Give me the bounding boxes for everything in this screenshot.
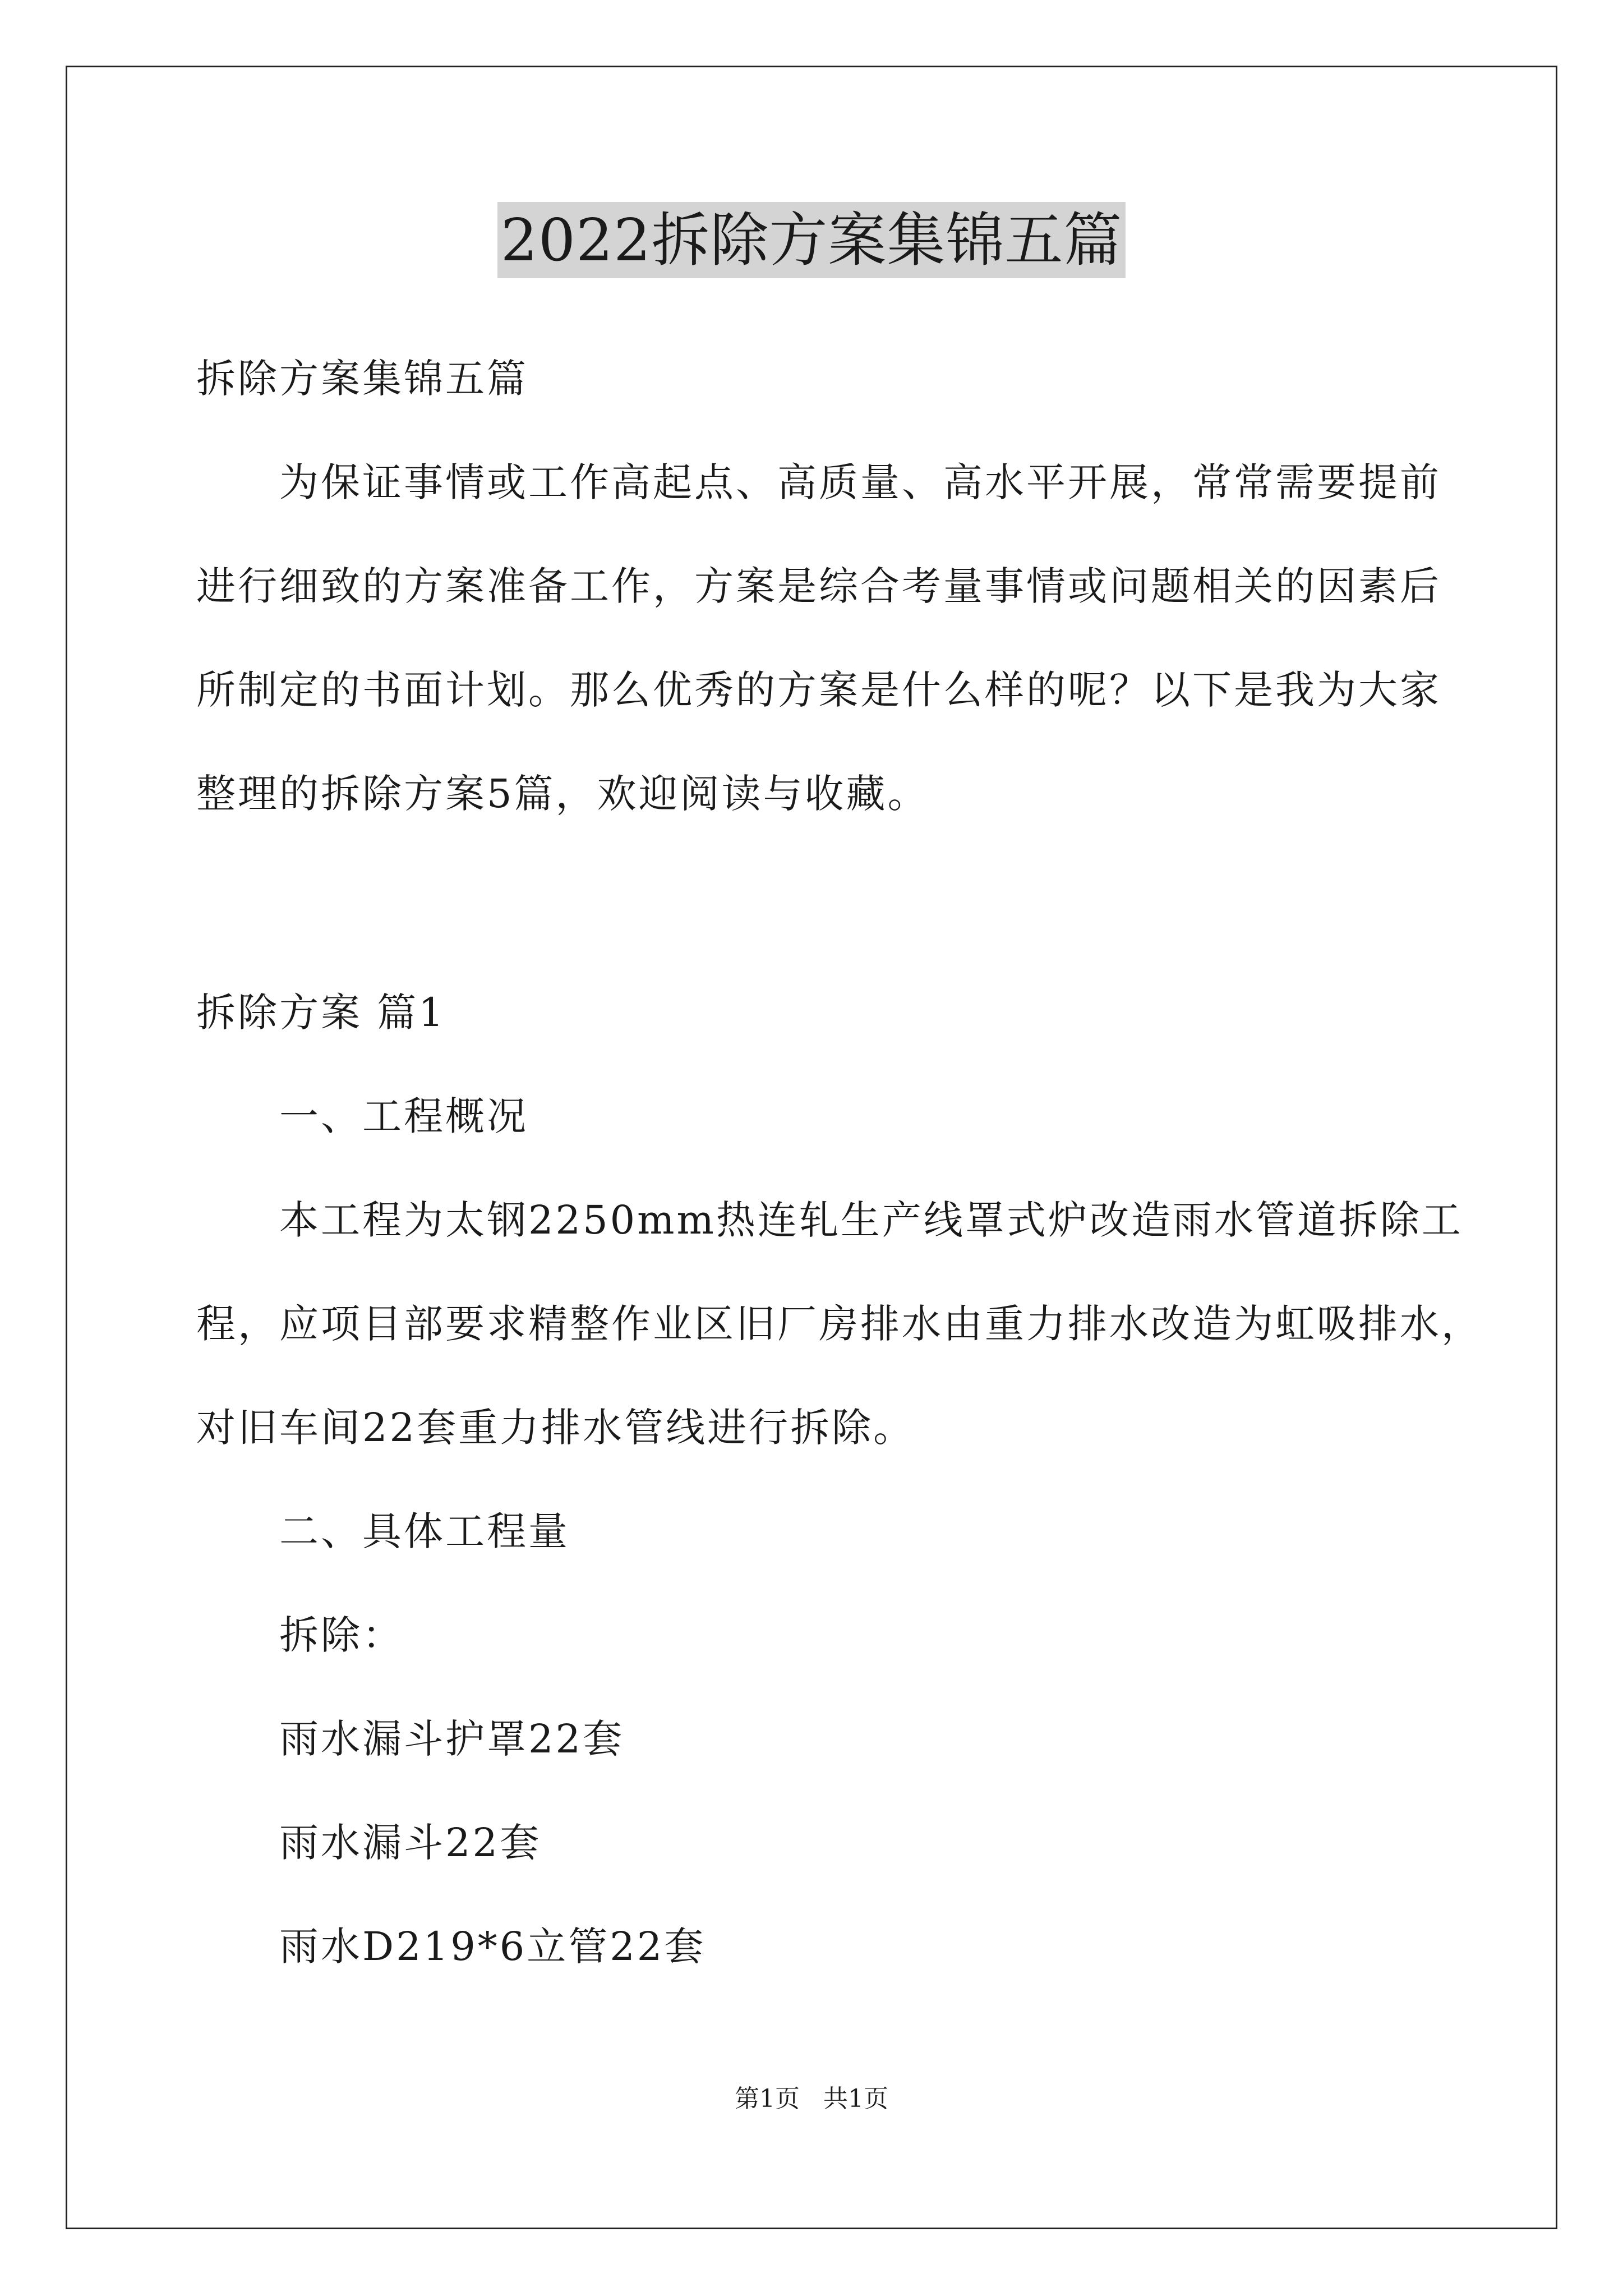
subtitle: 拆除方案集锦五篇 — [196, 356, 528, 402]
list-item: 雨水漏斗护罩22套 — [279, 1716, 625, 1762]
document-title: 2022拆除方案集锦五篇 — [497, 202, 1126, 278]
section-heading: 拆除方案 篇1 — [196, 990, 446, 1036]
list-item: 雨水D219*6立管22套 — [279, 1924, 706, 1970]
list-item: 雨水漏斗22套 — [279, 1820, 542, 1866]
demolish-label: 拆除： — [279, 1612, 404, 1658]
overview-heading: 一、工程概况 — [279, 1093, 528, 1139]
title-container — [0, 202, 1623, 278]
intro-line-3: 所制定的书面计划。那么优秀的方案是什么样的呢？以下是我为大家 — [196, 667, 1441, 713]
intro-line-1: 为保证事情或工作高起点、高质量、高水平开展，常常需要提前 — [279, 459, 1441, 505]
overview-line-3: 对旧车间22套重力排水管线进行拆除。 — [196, 1405, 915, 1451]
overview-line-2: 程，应项目部要求精整作业区旧厂房排水由重力排水改造为虹吸排水， — [196, 1301, 1483, 1347]
page-footer: 第1页 共1页 — [735, 2085, 888, 2113]
intro-line-4: 整理的拆除方案5篇，欢迎阅读与收藏。 — [196, 771, 929, 817]
quantity-heading: 二、具体工程量 — [279, 1508, 570, 1554]
overview-line-1: 本工程为太钢2250mm热连轧生产线罩式炉改造雨水管道拆除工 — [279, 1197, 1463, 1243]
intro-line-2: 进行细致的方案准备工作，方案是综合考量事情或问题相关的因素后 — [196, 563, 1441, 609]
